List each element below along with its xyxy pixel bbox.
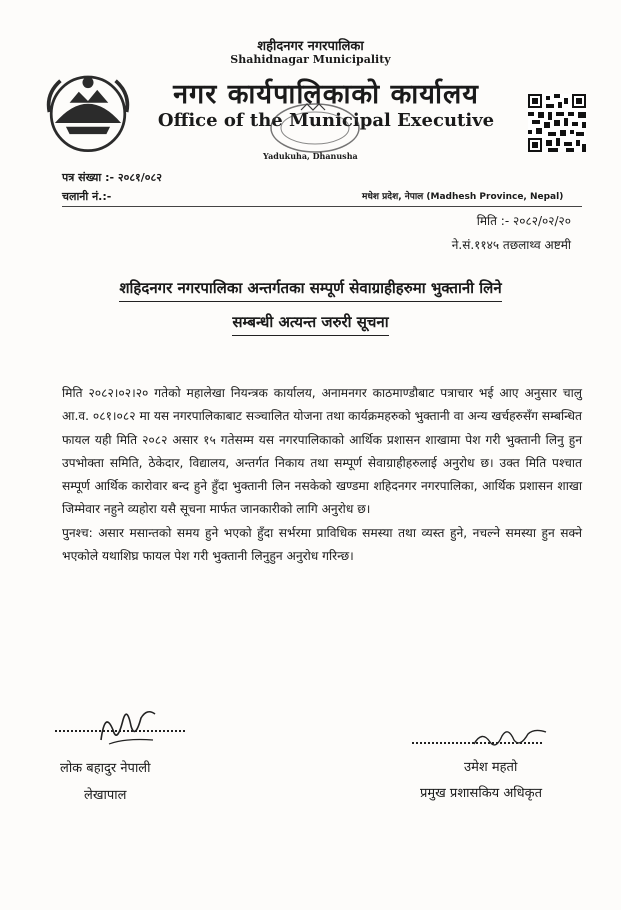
government-emblem-icon xyxy=(42,66,134,158)
office-address: मधेश प्रदेश, नेपाल (Madhesh Province, Nepal) xyxy=(362,192,564,202)
municipality-name-english: Shahidnagar Municipality xyxy=(230,53,391,66)
office-title-nepali: नगर कार्यपालिकाको कार्यालय xyxy=(173,79,479,110)
office-title-english: Office of the Municipal Executive xyxy=(157,110,495,131)
cao-signature-icon xyxy=(470,722,550,752)
issue-date: मिति :- २०८२/०२/२० xyxy=(476,214,571,228)
office-stamp-icon xyxy=(265,100,365,156)
notice-postscript: पुनश्च: असार मसान्तको समय हुने भएको हुँदा सर्भरमा प्राविधिक समस्या तथा व्यस्त हुने, नचल्ने समस्या हुन सक्ने भएकोले यथाशिघ्र फायल पेश गरी भुक्तानी लिनुहुन अनुरोध गरिन्छ। xyxy=(62,525,582,564)
reference-number: पत्र संख्या :- २०८१/०८२ xyxy=(62,171,162,184)
signature-line-accountant xyxy=(55,730,185,732)
signature-line-cao xyxy=(412,742,542,744)
dispatch-number: चलानी नं.:- xyxy=(62,190,112,203)
signatory-name-accountant: लोक बहादुर नेपाली xyxy=(60,761,151,776)
notice-paragraph: मिति २०८२।०२।२० गतेको महालेखा नियन्त्रक कार्यालय, अनामनगर काठमाण्डौबाट पत्राचार भई आए अनुसार चालु आ.व. ०८१।०८२ मा यस नगरपालिकाबाट सञ्चालित योजना तथा कार्यक्रमहरुको भुक्तानी वा अन्य खर्चहरुसँग सम्बन्धित फायल यही मिति २०८२ असार १५ गतेसम्म यस नगरपालिकाको आर्थिक प्रशासन शाखामा पेश गरी भुक्तानी लिनु हुन उपभोक्ता समिति, ठेकेदार, विद्यालय, अन्तर्गत निकाय तथा सम्पूर्ण सेवाग्राहीहरुलाई अनुरोध छ। उक्त मिति पश्चात सम्पूर्ण आर्थिक कारोवार बन्द हुने हुँदा भुक्तानी लिन नसकेको खण्डमा शहिदनगर नगरपालिका, आर्थिक प्रशासन शाखा जिम्मेवार नहुने व्यहोरा यसै सूचना मार्फत जानकारीको लागि अनुरोध छ। xyxy=(62,386,582,517)
signatory-designation-accountant: लेखापाल xyxy=(84,788,127,803)
accountant-signature-icon xyxy=(95,700,165,750)
notice-title-line-2 xyxy=(0,312,621,336)
header-divider xyxy=(62,206,582,207)
notice-title-line-1 xyxy=(0,278,621,302)
signatory-name-cao: उमेश महतो xyxy=(464,760,518,775)
nepal-sambat-date: ने.सं.११४५ तछलाथ्व अष्टमी xyxy=(451,238,571,252)
office-location: Yadukuha, Dhanusha xyxy=(263,151,358,161)
notice-title-text-1: शहिदनगर नगरपालिका अन्तर्गतका सम्पूर्ण सेवाग्राहीहरुमा भुक्तानी लिने xyxy=(119,278,501,302)
municipality-name-nepali: शहीदनगर नगरपालिका xyxy=(257,39,364,54)
qr-code-icon xyxy=(528,94,586,152)
notice-title-text-2: सम्बन्धी अत्यन्त जरुरी सूचना xyxy=(232,312,388,336)
notice-body xyxy=(62,382,582,568)
signatory-designation-cao: प्रमुख प्रशासकिय अधिकृत xyxy=(420,786,543,801)
